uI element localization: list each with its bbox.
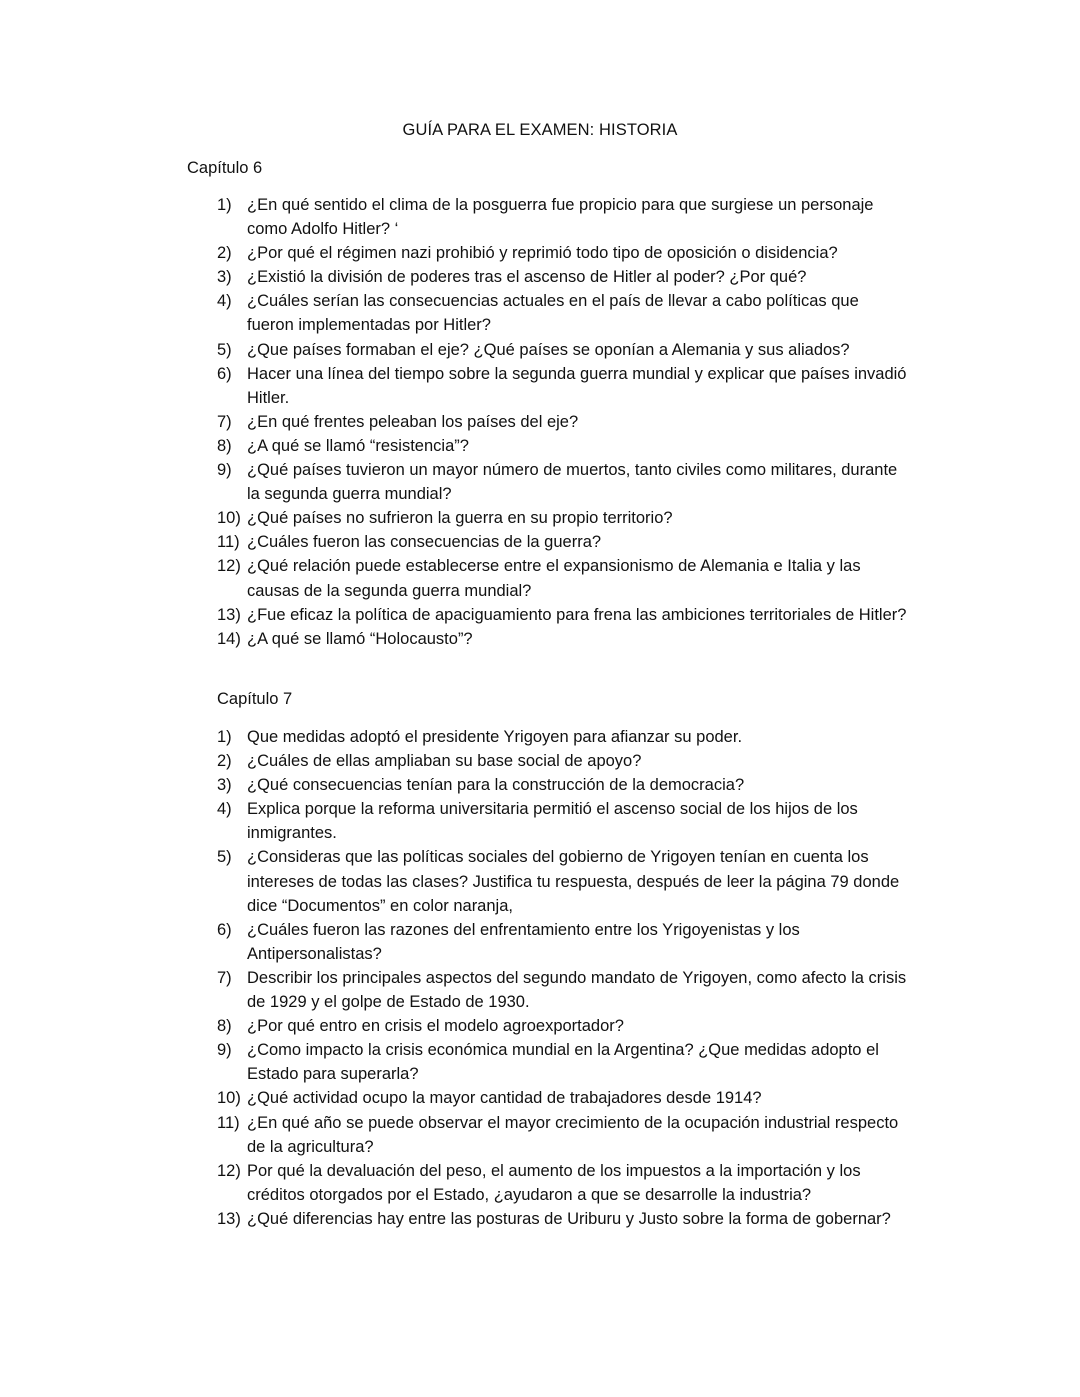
question-number: 10) bbox=[217, 1089, 241, 1108]
question-text: Por qué la devaluación del peso, el aumento de los impuestos a la importación y los créditos otorgados por el Estado, ¿ayudaron a que se desarrolle la industria? bbox=[247, 1161, 861, 1204]
question-number: 14) bbox=[217, 629, 241, 648]
question-number: 11) bbox=[217, 533, 240, 552]
question-item bbox=[217, 265, 907, 289]
question-item bbox=[217, 603, 907, 627]
question-number: 12) bbox=[217, 557, 241, 576]
question-item bbox=[217, 725, 907, 749]
question-item bbox=[217, 1111, 907, 1159]
question-number: 2) bbox=[217, 752, 232, 771]
question-item bbox=[217, 1014, 907, 1038]
chapter-7-heading: Capítulo 7 bbox=[217, 690, 293, 708]
question-text: ¿Cuáles fueron las razones del enfrentamiento entre los Yrigoyenistas y los Antipersonalistas? bbox=[247, 920, 800, 963]
question-text: ¿Existió la división de poderes tras el ascenso de Hitler al poder? ¿Por qué? bbox=[247, 268, 807, 287]
question-item bbox=[217, 1038, 907, 1086]
question-item bbox=[217, 918, 907, 966]
question-item bbox=[217, 627, 907, 651]
question-number: 13) bbox=[217, 605, 241, 624]
question-text: ¿En qué frentes peleaban los países del eje? bbox=[247, 412, 579, 431]
question-item bbox=[217, 749, 907, 773]
chapter-6-heading: Capítulo 6 bbox=[187, 159, 263, 177]
chapter-7-question-list bbox=[217, 725, 907, 1231]
question-text: ¿Qué diferencias hay entre las posturas de Uriburu y Justo sobre la forma de gobernar? bbox=[247, 1209, 891, 1228]
question-text: ¿Por qué el régimen nazi prohibió y reprimió todo tipo de oposición o disidencia? bbox=[247, 244, 838, 263]
question-text: ¿Fue eficaz la política de apaciguamiento para frena las ambiciones territoriales de Hitler? bbox=[247, 605, 907, 624]
question-item bbox=[217, 1207, 907, 1231]
question-item bbox=[217, 1086, 907, 1110]
question-item bbox=[217, 773, 907, 797]
question-item bbox=[217, 506, 907, 530]
question-text: Describir los principales aspectos del segundo mandato de Yrigoyen, como afecto la crisis de 1929 y el golpe de Estado de 1930. bbox=[247, 968, 907, 1012]
question-text: ¿Qué países tuvieron un mayor número de muertos, tanto civiles como militares, durante la segunda guerra mundial? bbox=[247, 461, 898, 504]
question-number: 3) bbox=[217, 776, 232, 795]
question-text: ¿A qué se llamó “Holocausto”? bbox=[247, 629, 473, 648]
question-text: ¿Qué consecuencias tenían para la construcción de la democracia? bbox=[247, 776, 745, 795]
question-number: 7) bbox=[217, 412, 232, 431]
question-number: 13) bbox=[217, 1209, 241, 1228]
document-title: GUÍA PARA EL EXAMEN: HISTORIA bbox=[402, 121, 678, 139]
question-text: ¿Consideras que las políticas sociales del gobierno de Yrigoyen tenían en cuenta los intereses de todas las clases? Justifica tu respuesta, después de leer la página 79 donde dice “Documentos” en color naranja, bbox=[247, 848, 900, 915]
question-number: 9) bbox=[217, 1041, 232, 1060]
question-item bbox=[217, 338, 907, 362]
question-number: 3) bbox=[217, 268, 232, 287]
question-text: ¿Cuáles fueron las consecuencias de la guerra? bbox=[247, 533, 602, 552]
question-item bbox=[217, 193, 907, 241]
question-item bbox=[217, 458, 907, 506]
question-text: ¿Por qué entro en crisis el modelo agroexportador? bbox=[247, 1017, 624, 1036]
question-number: 2) bbox=[217, 244, 232, 263]
question-text: ¿En qué año se puede observar el mayor crecimiento de la ocupación industrial respecto de la agricultura? bbox=[247, 1113, 899, 1156]
question-item bbox=[217, 797, 907, 845]
question-number: 9) bbox=[217, 461, 232, 480]
question-text: ¿Qué países no sufrieron la guerra en su propio territorio? bbox=[247, 509, 673, 528]
question-item bbox=[217, 554, 907, 602]
question-item bbox=[217, 845, 907, 917]
question-text: Explica porque la reforma universitaria permitió el ascenso social de los hijos de los inmigrantes. bbox=[247, 800, 858, 843]
question-item bbox=[217, 1159, 907, 1207]
question-number: 1) bbox=[217, 196, 232, 214]
question-number: 7) bbox=[217, 968, 232, 987]
question-item bbox=[217, 530, 907, 554]
question-item bbox=[217, 241, 907, 265]
question-number: 6) bbox=[217, 364, 232, 383]
question-number: 6) bbox=[217, 920, 232, 939]
question-text: ¿Como impacto la crisis económica mundial en la Argentina? ¿Que medidas adopto el Estado para superarla? bbox=[247, 1041, 879, 1084]
question-text: ¿Que países formaban el eje? ¿Qué países se oponían a Alemania y sus aliados? bbox=[247, 340, 850, 359]
question-number: 4) bbox=[217, 292, 232, 311]
question-item bbox=[217, 434, 907, 458]
question-text: Que medidas adoptó el presidente Yrigoyen para afianzar su poder. bbox=[247, 728, 743, 746]
question-text: Hacer una línea del tiempo sobre la segunda guerra mundial y explicar que países invadió Hitler. bbox=[247, 364, 907, 407]
question-text: ¿En qué sentido el clima de la posguerra fue propicio para que surgiese un personaje como Adolfo Hitler? ‘ bbox=[247, 196, 874, 239]
question-number: 5) bbox=[217, 340, 232, 359]
question-number: 4) bbox=[217, 800, 232, 819]
question-text: ¿Qué actividad ocupo la mayor cantidad de trabajadores desde 1914? bbox=[247, 1089, 762, 1108]
question-number: 8) bbox=[217, 1017, 232, 1036]
question-text: ¿Qué relación puede establecerse entre el expansionismo de Alemania e Italia y las causas de la segunda guerra mundial? bbox=[247, 557, 861, 600]
question-item bbox=[217, 362, 907, 410]
question-item bbox=[217, 966, 907, 1014]
question-number: 11) bbox=[217, 1113, 240, 1132]
question-number: 1) bbox=[217, 728, 232, 746]
question-text: ¿Cuáles serían las consecuencias actuales en el país de llevar a cabo políticas que fueron implementadas por Hitler? bbox=[247, 292, 859, 335]
question-number: 5) bbox=[217, 848, 232, 867]
question-text: ¿A qué se llamó “resistencia”? bbox=[247, 436, 469, 455]
chapter-6-question-list bbox=[217, 193, 907, 651]
question-item bbox=[217, 289, 907, 337]
question-item bbox=[217, 410, 907, 434]
question-number: 10) bbox=[217, 509, 241, 528]
question-text: ¿Cuáles de ellas ampliaban su base social de apoyo? bbox=[247, 752, 642, 771]
question-number: 8) bbox=[217, 436, 232, 455]
question-number: 12) bbox=[217, 1161, 241, 1180]
